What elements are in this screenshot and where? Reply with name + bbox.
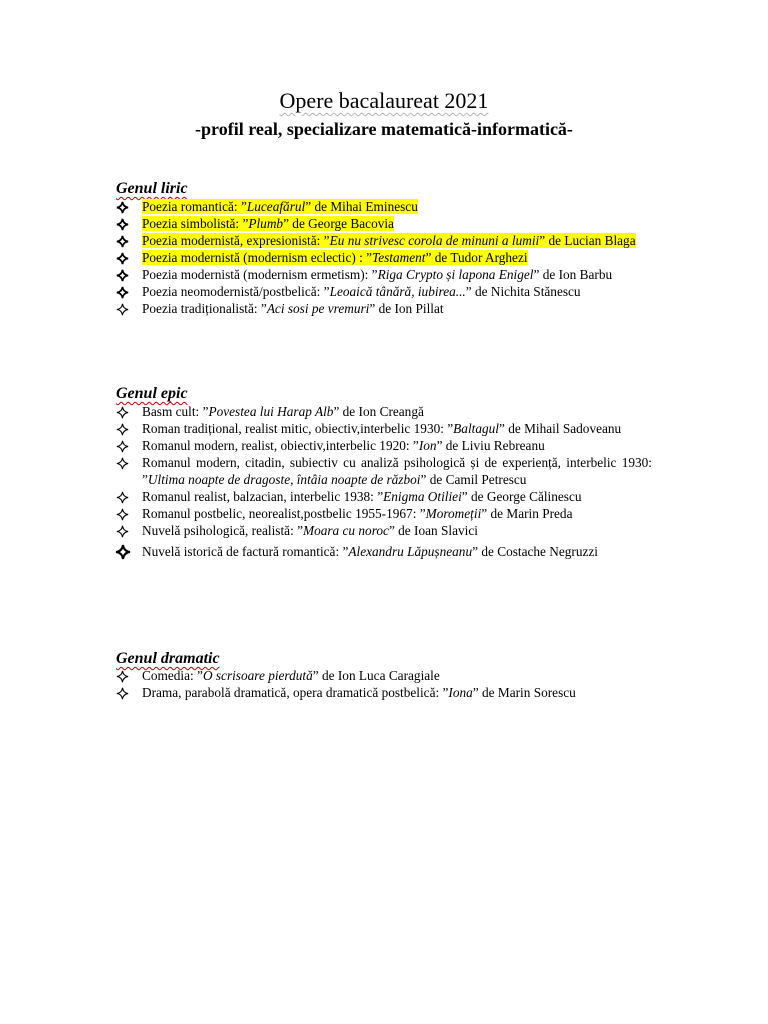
four-point-star-bullet-icon [116,457,129,470]
four-point-star-bullet-icon [116,286,129,299]
four-point-star-bullet-icon [116,440,129,453]
four-point-star-bullet-icon [116,491,129,504]
list-item: Romanul postbelic, neorealist,postbelic 1955-1967: ”Moromeții” de Marin Preda [116,505,652,522]
four-point-star-bullet-icon [116,525,129,538]
list-item [116,249,652,266]
list-item [116,198,652,215]
list-liric [116,198,652,317]
highlighted-text: Poezia simbolistă: ”Plumb” de George Bacovia [142,216,394,231]
four-point-star-bullet-icon [115,544,131,560]
list-dramatic [116,667,652,701]
page-subtitle: -profil real, specializare matematică-informatică- [195,119,573,139]
list-item: Romanul modern, realist, obiectiv,interbelic 1920: ”Ion” de Liviu Rebreanu [116,437,652,454]
work-title: Iona [448,685,473,700]
list-item: Poezia neomodernistă/postbelică: ”Leoaică tânără, iubirea...” de Nichita Stănescu [116,283,652,300]
work-title: Povestea lui Harap Alb [208,404,334,419]
four-point-star-bullet-icon [116,252,129,265]
four-point-star-bullet-icon [116,235,129,248]
work-title: Ultima noapte de dragoste, întâia noapte de război [147,472,421,487]
section-heading-epic: Genul epic [116,385,188,402]
four-point-star-bullet-icon [116,201,129,214]
work-title: Baltagul [453,421,499,436]
work-title: Moara cu noroc [303,523,389,538]
work-title: Enigma Otiliei [383,489,462,504]
four-point-star-bullet-icon [116,423,129,436]
work-title: Ion [418,438,437,453]
work-title: Plumb [248,216,284,231]
work-title: Aci sosi pe vremuri [266,301,370,316]
list-item [116,232,652,249]
four-point-star-bullet-icon [116,670,129,683]
four-point-star-bullet-icon [116,406,129,419]
list-epic [116,403,652,560]
work-title: Moromeții [425,506,482,521]
four-point-star-bullet-icon [116,508,129,521]
four-point-star-bullet-icon [116,218,129,231]
highlighted-text: Poezia modernistă (modernism eclectic) : ”Testament” de Tudor Arghezi [142,250,528,265]
list-item [116,215,652,232]
work-title: Riga Crypto și lapona Enigel [377,267,534,282]
work-title: O scrisoare pierdută [202,668,313,683]
four-point-star-bullet-icon [116,687,129,700]
highlighted-text: Poezia modernistă, expresionistă: ”Eu nu strivesc corola de minuni a lumii” de Lucian Blaga [142,233,636,248]
work-title: Testament [372,250,426,265]
list-item: Basm cult: ”Povestea lui Harap Alb” de Ion Creangă [116,403,652,420]
list-item: Poezia modernistă (modernism ermetism): ”Riga Crypto și lapona Enigel” de Ion Barbu [116,266,652,283]
four-point-star-bullet-icon [116,303,129,316]
list-item: Nuvelă psihologică, realistă: ”Moara cu noroc” de Ioan Slavici [116,522,652,539]
list-item: Romanul realist, balzacian, interbelic 1938: ”Enigma Otiliei” de George Călinescu [116,488,652,505]
work-title: Eu nu strivesc corola de minuni a lumii [329,233,540,248]
four-point-star-bullet-icon [116,269,129,282]
list-item: Roman tradițional, realist mitic, obiectiv,interbelic 1930: ”Baltagul” de Mihail Sadoveanu [116,420,652,437]
section-heading-dramatic: Genul dramatic [116,650,220,667]
work-title: Luceafărul [246,199,306,214]
list-item: Romanul modern, citadin, subiectiv cu analiză psihologică și de experiență, interbelic 1930: ”Ultima noapte de dragoste, întâia noapte de război” de Camil Petrescu [116,454,652,488]
highlighted-text: Poezia romantică: ”Luceafărul” de Mihai Eminescu [142,199,418,214]
section-heading-liric: Genul liric [116,180,188,197]
list-item: Poezia tradiționalistă: ”Aci sosi pe vremuri” de Ion Pillat [116,300,652,317]
work-title: Leoaică tânără, iubirea... [329,284,466,299]
list-item: Drama, parabolă dramatică, opera dramatică postbelică: ”Iona” de Marin Sorescu [116,684,652,701]
list-item: Nuvelă istorică de factură romantică: ”Alexandru Lăpușneanu” de Costache Negruzzi [116,543,652,560]
page-title: Opere bacalaureat 2021 [279,88,489,113]
list-item: Comedia: ”O scrisoare pierdută” de Ion Luca Caragiale [116,667,652,684]
work-title: Alexandru Lăpușneanu [348,544,473,559]
